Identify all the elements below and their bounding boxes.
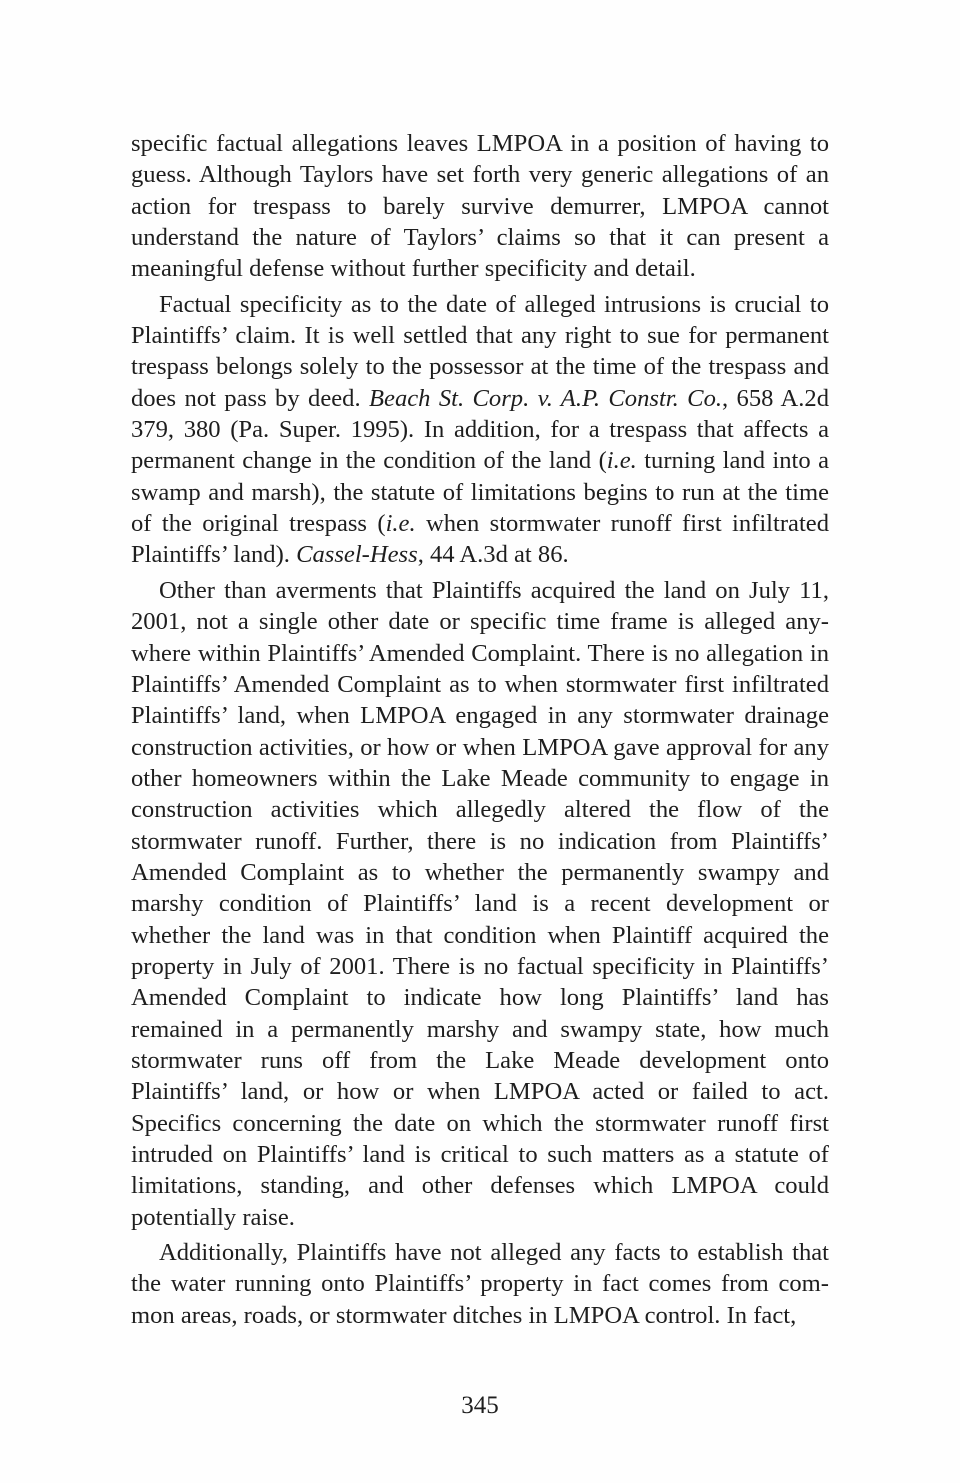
ie-abbreviation-2: i.e. <box>385 510 416 538</box>
paragraph-1-text-1: specific factual allegations leaves LMPOA in a position of having to guess. Although Taylors have set forth very generic allegations of an action for trespass to barely survive demurrer, LMPOA cannot understand the nature of Taylors’ claims so that it can present a meaningful defense without further specificity and detail. <box>131 130 829 283</box>
body-text <box>131 128 829 1335</box>
paragraph-2-text-2: , 658 A.2d 379, 380 (Pa. Super. 1995). In addition, for a trespass that affects a permanent change in the condition of the land ( <box>131 384 829 475</box>
paragraph-3 <box>131 575 829 1233</box>
page-number: 345 <box>461 1392 499 1419</box>
paragraph-2-text-4: when stormwater runoff first infiltrated Plaintiffs’ land). <box>131 510 829 569</box>
paragraph-4 <box>131 1237 829 1331</box>
ie-abbreviation-1: i.e. <box>606 447 637 475</box>
case-citation-beach-st: Beach St. Corp. v. A.P. Constr. Co. <box>369 384 723 412</box>
paragraph-2-text-3: turning land into a swamp and marsh), the statute of limitations begins to run at the time of the original trespass ( <box>131 447 829 538</box>
paragraph-3-text-1: Other than averments that Plaintiffs acquired the land on July 11, 2001, not a single other date or specific time frame is alleged anywhere within Plaintiffs’ Amended Complaint. There is no allegation in Plaintiffs’ Amended Complaint as to when stormwater first infiltrated Plaintiffs’ land, when LMPOA engaged in any stormwater drainage construction activities, or how or when LMPOA gave approval for any other homeowners within the Lake Meade community to engage in construction activities which allegedly altered the flow of the stormwater runoff. Further, there is no indication from Plaintiffs’ Amended Complaint as to whether the permanently swampy and marshy condition of Plaintiffs’ land is a recent development or whether the land was in that condition when Plaintiff acquired the property in July of 2001. There is no factual specificity in Plaintiffs’ Amended Complaint to indicate how long Plaintiffs’ land has remained in a permanently marshy and swampy state, how much stormwater runs off from the Lake Meade development onto Plaintiffs’ land, or how or when LMPOA acted or failed to act. Specifics concerning the date on which the stormwater runoff first intruded on Plaintiffs’ land is critical to such matters as a statute of limitations, standing, and other defenses which LMPOA could potentially raise. <box>131 576 829 1231</box>
paragraph-2-text-1: Factual specificity as to the date of alleged intrusions is crucial to Plaintiffs’ claim. It is well settled that any right to sue for permanent trespass belongs solely to the possessor at the time of the trespass and does not pass by deed. <box>131 290 829 412</box>
paragraph-2-text-5: , 44 A.3d at 86. <box>417 541 569 569</box>
paragraph-4-text-1: Additionally, Plaintiffs have not alleged any facts to establish that the water running onto Plaintiffs’ property in fact comes from common areas, roads, or stormwater ditches in LMPOA control. In fact, <box>131 1239 829 1329</box>
case-citation-cassel-hess: Cassel-Hess <box>296 541 418 569</box>
paragraph-2 <box>131 289 829 571</box>
paragraph-1 <box>131 128 829 285</box>
